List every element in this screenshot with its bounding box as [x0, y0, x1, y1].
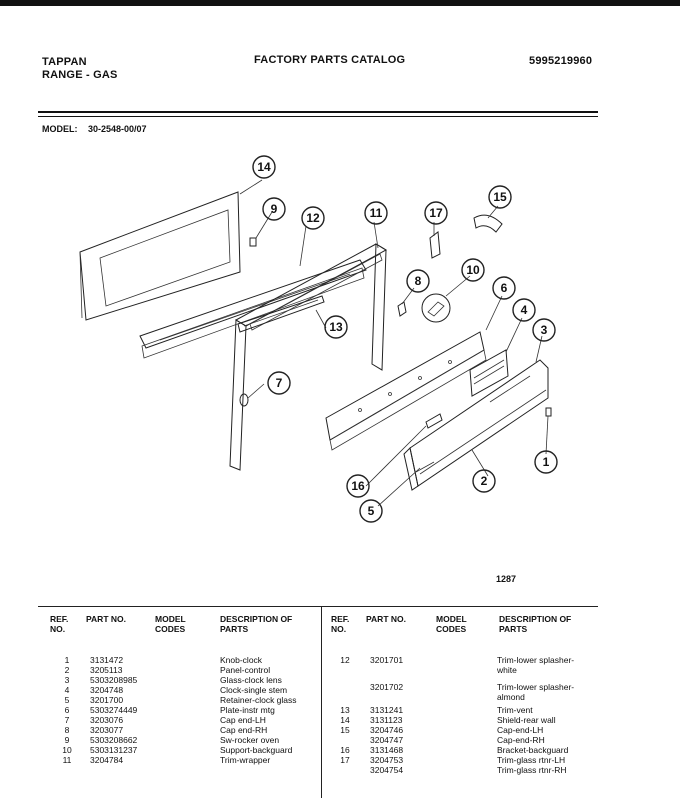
callout-12	[302, 207, 324, 229]
svg-text:3: 3	[540, 323, 548, 337]
model-label: MODEL:	[42, 124, 78, 134]
row-ref: 15	[340, 725, 350, 735]
callout-2	[473, 470, 495, 492]
row-part: 5303208985	[90, 675, 138, 685]
part-instrument-plate	[326, 332, 486, 450]
callout-7	[268, 372, 290, 394]
row-ref: 12	[340, 655, 350, 665]
header-desc-left: DESCRIPTION OF PARTS	[220, 614, 293, 634]
svg-text:12: 12	[306, 211, 320, 225]
svg-text:1: 1	[542, 455, 550, 469]
row-ref: 9	[64, 735, 70, 745]
part-backguard-support	[422, 294, 450, 322]
row-desc: Support-backguard	[220, 745, 293, 755]
svg-text:6: 6	[500, 281, 508, 295]
part-rear-wall-shield	[80, 192, 240, 320]
svg-text:7: 7	[275, 376, 283, 390]
row-part: 5303208662	[90, 735, 138, 745]
row-desc: Panel-control	[220, 665, 271, 675]
svg-text:4: 4	[520, 303, 528, 317]
row-part: 3204747	[370, 735, 404, 745]
row-desc: white	[497, 665, 517, 675]
svg-text:15: 15	[493, 190, 507, 204]
row-desc: Trim-lower splasher-	[497, 655, 575, 665]
row-part: 3131123	[370, 715, 403, 725]
header-codes-right: MODEL CODES	[436, 614, 467, 634]
row-ref: 1	[64, 655, 70, 665]
row-desc: Clock-single stem	[220, 685, 288, 695]
row-part: 3131472	[90, 655, 124, 665]
row-part: 5303131237	[90, 745, 138, 755]
svg-text:10: 10	[466, 263, 480, 277]
row-part: 3131468	[370, 745, 404, 755]
row-part: 3205113	[90, 665, 123, 675]
catalog-title: FACTORY PARTS CATALOG	[254, 54, 406, 66]
row-desc: almond	[497, 692, 525, 702]
svg-text:14: 14	[257, 160, 271, 174]
row-part: 3131241	[370, 705, 404, 715]
header-rule	[38, 111, 598, 113]
row-desc: Glass-clock lens	[220, 675, 282, 685]
row-ref: 4	[64, 685, 70, 695]
callout-17	[425, 202, 447, 224]
svg-text:5: 5	[367, 504, 375, 518]
row-ref: 5	[64, 695, 70, 705]
row-part: 3201702	[370, 682, 404, 692]
row-desc: Cap-end-RH	[497, 735, 545, 745]
header-ref-left: REF. NO.	[50, 614, 69, 634]
callout-5	[360, 500, 382, 522]
part-lower-splasher-trim	[140, 260, 366, 358]
callout-11	[365, 202, 387, 224]
part-control-panel	[404, 360, 548, 490]
svg-text:8: 8	[414, 274, 422, 288]
row-desc: Bracket-backguard	[497, 745, 569, 755]
row-ref: 2	[64, 665, 70, 675]
svg-text:16: 16	[351, 479, 365, 493]
row-desc: Plate-instr mtg	[220, 705, 275, 715]
header-rule-thin	[38, 116, 598, 117]
row-part: 3203077	[90, 725, 124, 735]
part-end-cap-lh	[240, 394, 248, 406]
part-clock-knob	[546, 408, 551, 416]
callout-8	[407, 270, 429, 292]
part-end-cap-rh	[398, 302, 406, 316]
catalog-number: 5995219960	[529, 55, 593, 67]
row-ref: 14	[340, 715, 350, 725]
svg-text:13: 13	[329, 320, 343, 334]
part-clock	[470, 350, 508, 396]
row-ref: 8	[64, 725, 70, 735]
row-ref: 11	[62, 755, 72, 765]
header-ref-right: REF. NO.	[331, 614, 350, 634]
row-ref: 6	[64, 705, 70, 715]
row-ref: 17	[340, 755, 350, 765]
row-part: 3204753	[370, 755, 404, 765]
callout-4	[513, 299, 535, 321]
callout-1	[535, 451, 557, 473]
callout-6	[493, 277, 515, 299]
callout-3	[533, 319, 555, 341]
brand-name: TAPPAN	[42, 56, 87, 68]
row-desc: Trim-wrapper	[220, 755, 271, 765]
row-desc: Trim-glass rtnr-RH	[497, 765, 567, 775]
header-desc-right: DESCRIPTION OF PARTS	[499, 614, 572, 634]
table-top-rule	[38, 606, 598, 607]
row-desc: Cap end-RH	[220, 725, 268, 735]
part-glass-retainer-trim	[430, 232, 440, 258]
callout-16	[347, 475, 369, 497]
model-line	[42, 124, 147, 134]
svg-text:11: 11	[369, 206, 383, 220]
callout-13	[325, 316, 347, 338]
row-ref: 10	[62, 745, 72, 755]
part-backguard-bracket	[426, 414, 442, 428]
exploded-parts-diagram	[60, 150, 580, 560]
row-part: 3201701	[370, 655, 404, 665]
row-desc: Sw-rocker oven	[220, 735, 280, 745]
row-desc: Trim-glass rtnr-LH	[497, 755, 566, 765]
callout-10	[462, 259, 484, 281]
row-desc: Knob-clock	[220, 655, 263, 665]
svg-text:17: 17	[429, 206, 443, 220]
row-part: 3204784	[90, 755, 124, 765]
row-part: 3201700	[90, 695, 124, 705]
row-desc: Trim-vent	[497, 705, 533, 715]
row-ref: 3	[64, 675, 70, 685]
row-desc: Cap end-LH	[220, 715, 266, 725]
row-ref: 7	[64, 715, 70, 725]
row-desc: Trim-lower splasher-	[497, 682, 575, 692]
svg-text:2: 2	[480, 474, 488, 488]
row-part: 3203076	[90, 715, 124, 725]
callout-14	[253, 156, 275, 178]
row-desc: Cap-end-LH	[497, 725, 544, 735]
row-ref: 13	[340, 705, 350, 715]
scan-edge	[0, 0, 680, 6]
header-part-right: PART NO.	[366, 614, 406, 624]
diagram-code: 1287	[496, 574, 517, 584]
row-part: 3204754	[370, 765, 404, 775]
model-number: 30-2548-00/07	[88, 124, 147, 134]
row-part: 5303274449	[90, 705, 138, 715]
row-desc: Shield-rear wall	[497, 715, 556, 725]
row-desc: Retainer-clock glass	[220, 695, 297, 705]
row-ref: 16	[340, 745, 350, 755]
svg-text:9: 9	[270, 202, 278, 216]
table-column-divider	[321, 606, 322, 798]
leader-lines	[240, 180, 548, 506]
product-line: RANGE - GAS	[42, 69, 118, 81]
row-part: 3204746	[370, 725, 404, 735]
row-part: 3204748	[90, 685, 124, 695]
part-oven-rocker-switch	[250, 238, 256, 246]
header-codes-left: MODEL CODES	[155, 614, 186, 634]
callout-9	[263, 198, 285, 220]
callout-15	[489, 186, 511, 208]
header-part-left: PART NO.	[86, 614, 126, 624]
